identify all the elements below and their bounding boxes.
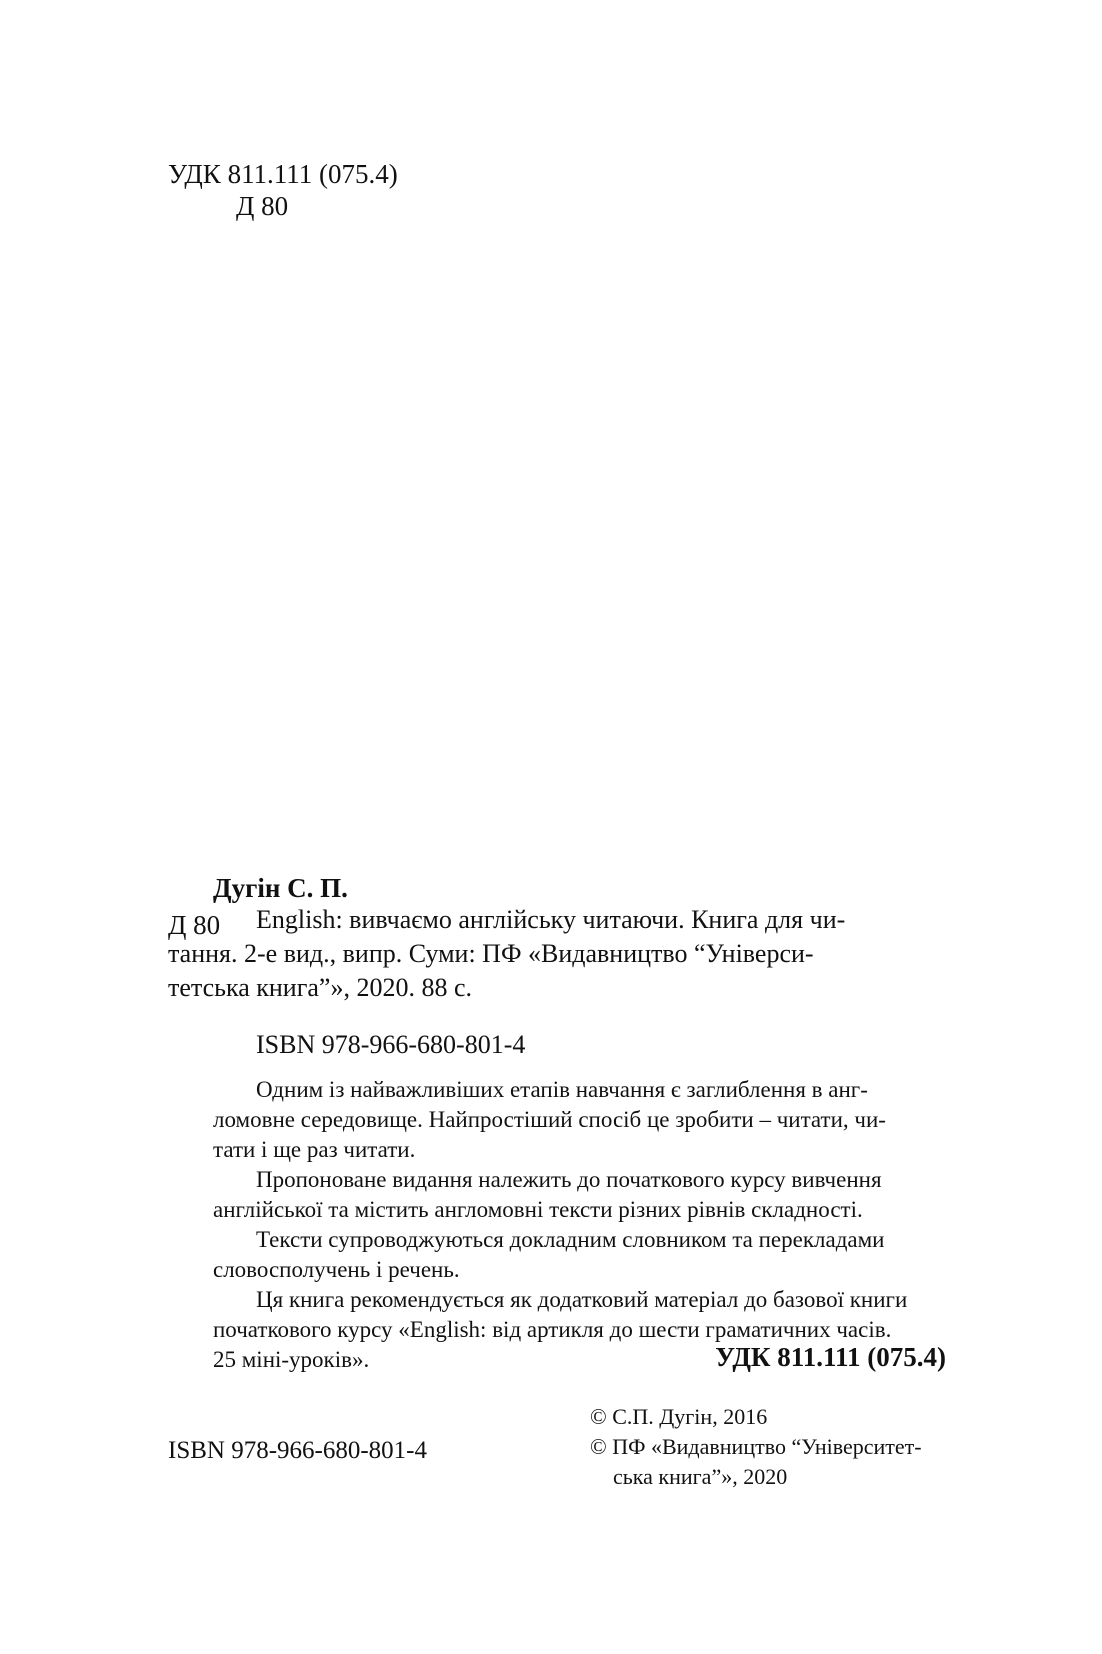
top-udk-code: УДК 811.111 (075.4) <box>168 159 398 189</box>
isbn-main: ISBN 978-966-680-801-4 <box>256 1030 526 1059</box>
annotation-line: початкового курсу «English: від артикля до шести граматичних часів. <box>213 1317 892 1342</box>
top-udk-block <box>168 158 398 222</box>
bottom-udk-code: УДК 811.111 (075.4) <box>715 1342 946 1372</box>
copyright-line: ська книга”», 2020 <box>613 1464 788 1489</box>
annotation <box>213 1075 946 1375</box>
copyright-line: © С.П. Дугін, 2016 <box>590 1404 768 1429</box>
annotation-line: тати і ще раз читати. <box>213 1137 416 1162</box>
copyright-line: © ПФ «Видавництво “Університет- <box>590 1434 922 1459</box>
description-line: English: вивчаємо англійську читаючи. Книга для чи- <box>256 905 846 934</box>
copyright-block <box>590 1402 922 1492</box>
annotation-line: Тексти супроводжуються докладним словником та перекладами <box>256 1227 885 1252</box>
annotation-line: 25 міні-уроків». <box>213 1347 370 1372</box>
annotation-line: ломовне середовище. Найпростіший спосіб це зробити – читати, чи- <box>213 1107 886 1132</box>
author-name: Дугін С. П. <box>213 873 348 903</box>
annotation-line: Одним із найважливіших етапів навчання є заглиблення в анг- <box>256 1077 868 1102</box>
shelf-code: Д 80 <box>168 910 221 940</box>
annotation-line: словосполучень і речень. <box>213 1257 460 1282</box>
description-line: тання. 2-е вид., випр. Суми: ПФ «Видавництво “Універси- <box>168 939 814 968</box>
top-author-sign: Д 80 <box>236 191 289 221</box>
description-line: тетська книга”», 2020. 88 с. <box>168 973 473 1002</box>
annotation-line: Пропоноване видання належить до початкового курсу вивчення <box>256 1167 882 1192</box>
annotation-line: англійської та містить англомовні тексти різних рівнів складності. <box>213 1197 863 1222</box>
annotation-line: Ця книга рекомендується як додатковий матеріал до базової книги <box>256 1287 908 1312</box>
isbn-bottom: ISBN 978-966-680-801-4 <box>168 1437 428 1464</box>
